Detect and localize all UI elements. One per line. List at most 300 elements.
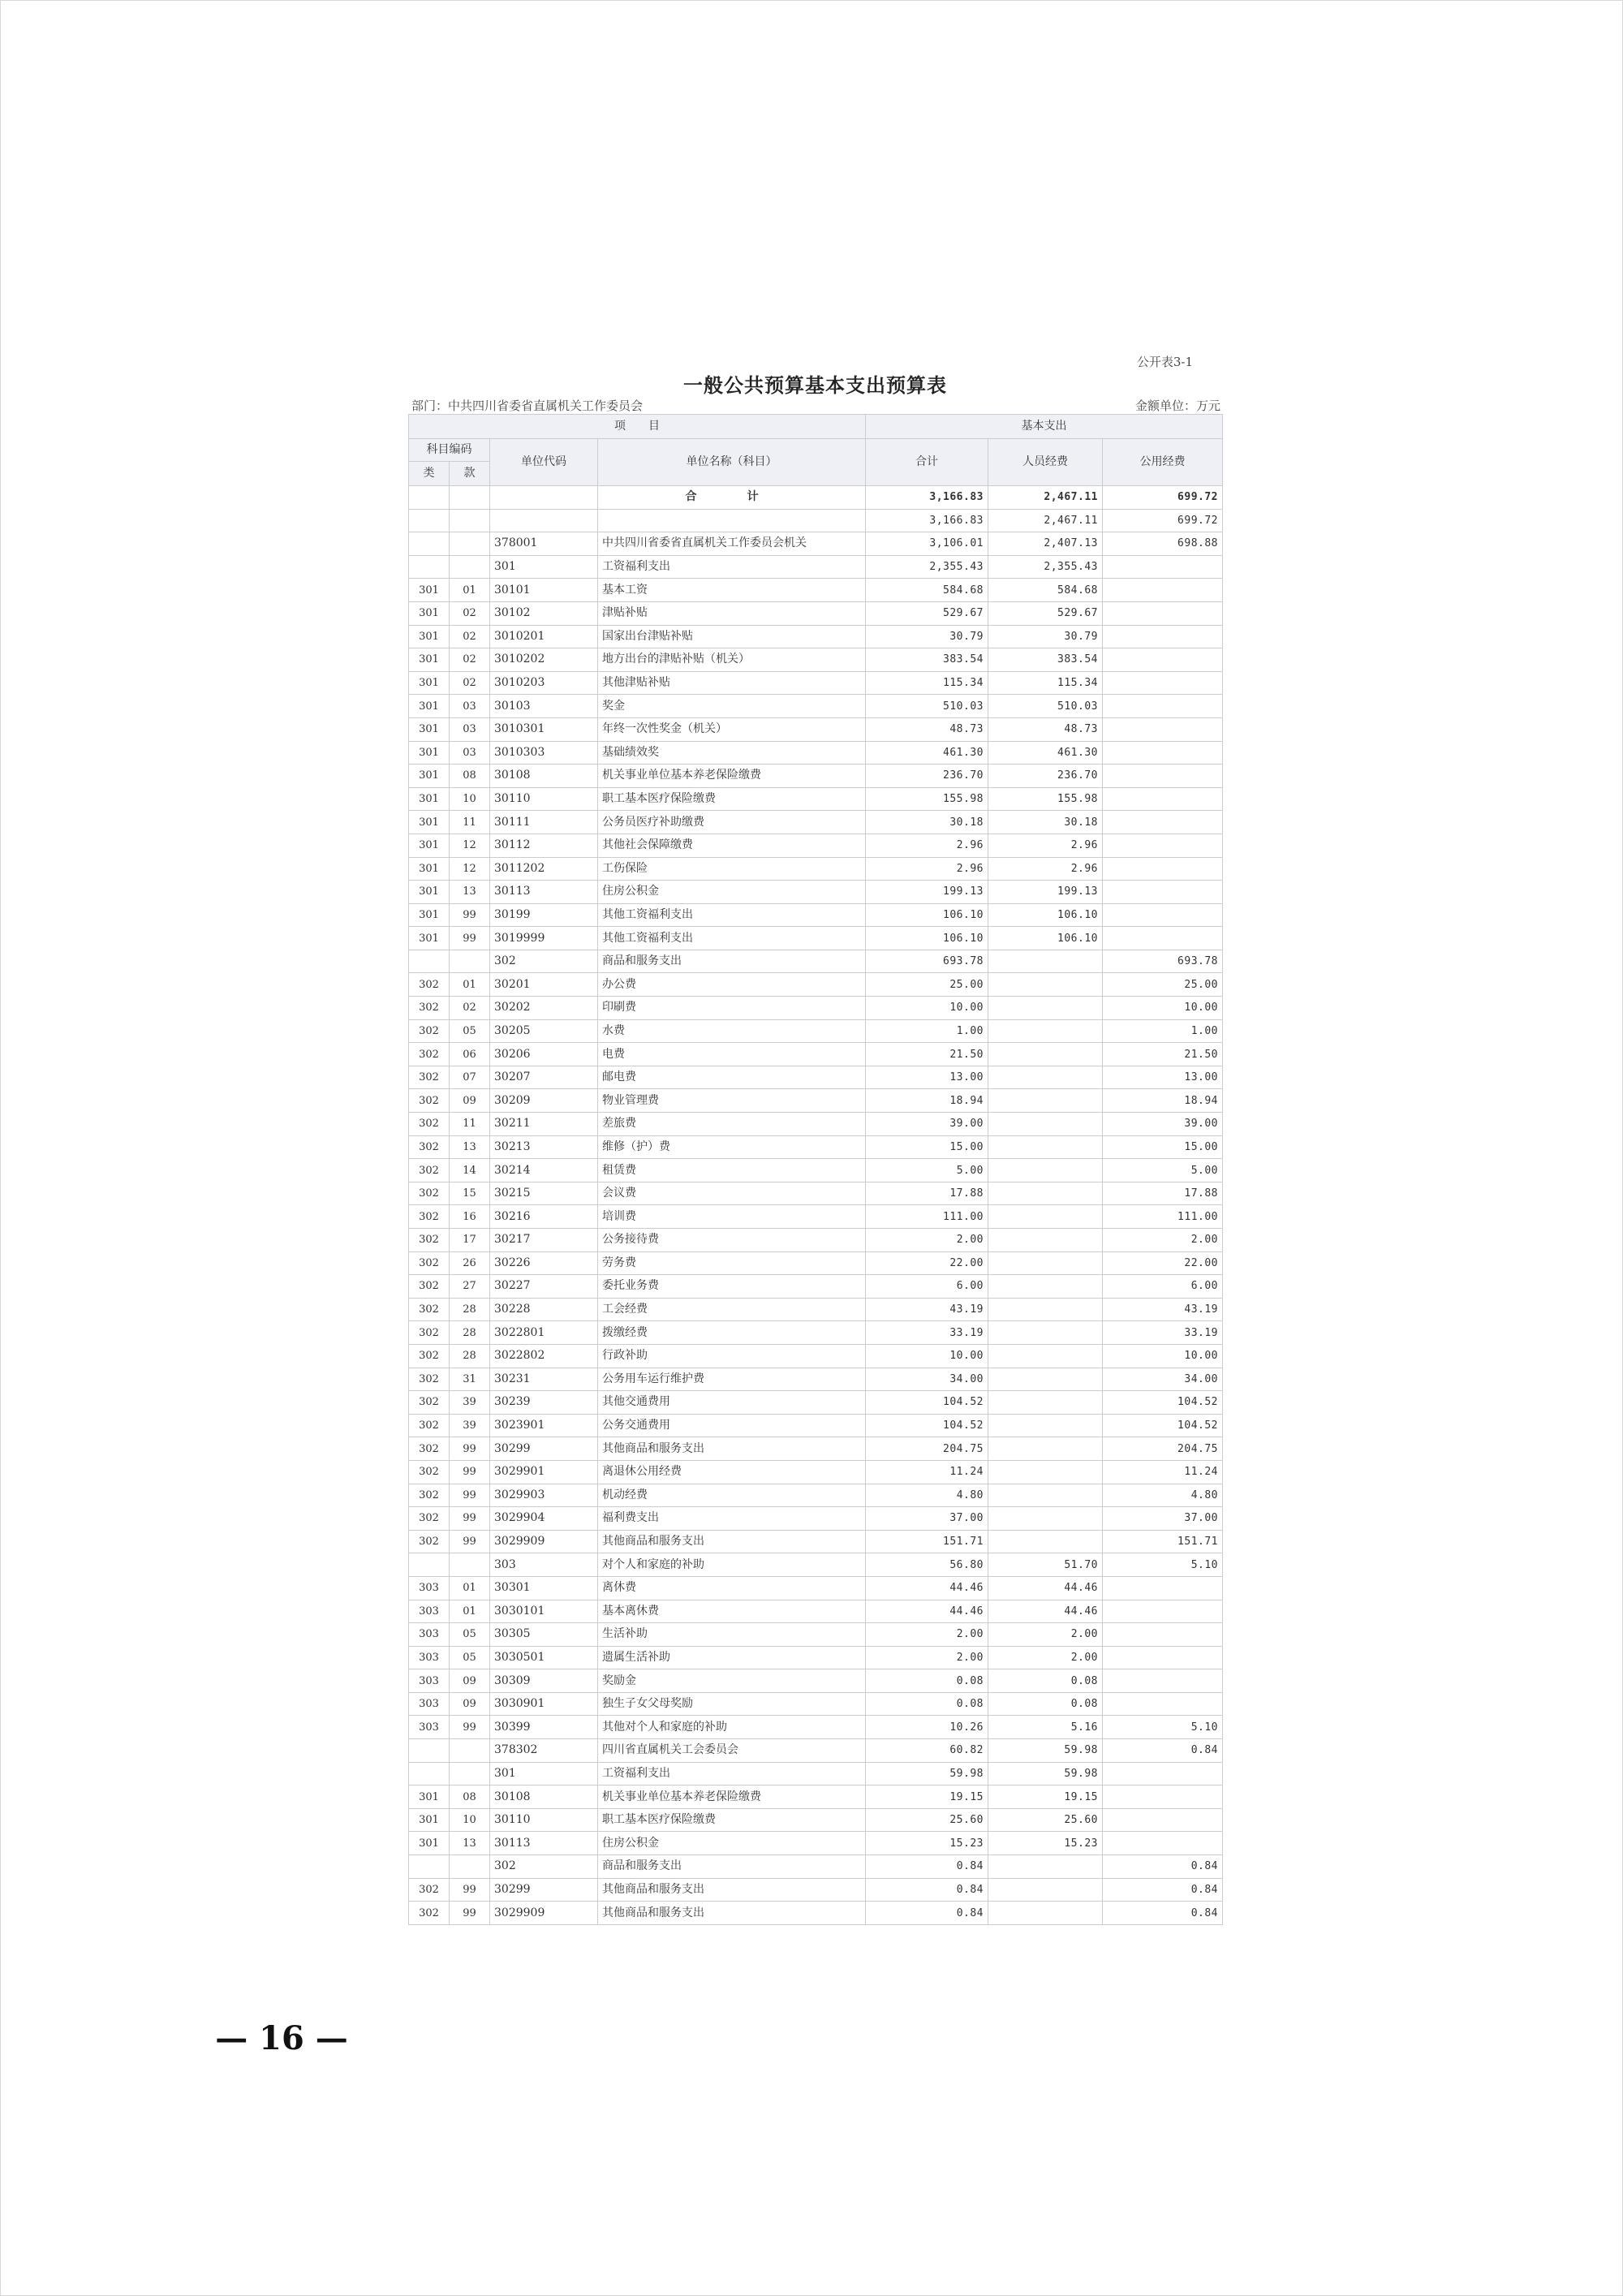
total-cell: 104.52 xyxy=(866,1391,988,1415)
category-cell: 303 xyxy=(409,1692,450,1716)
section-cell: 07 xyxy=(450,1066,490,1089)
unit-name-cell: 拨缴经费 xyxy=(598,1321,866,1345)
personnel-cell xyxy=(988,1344,1103,1368)
category-cell: 303 xyxy=(409,1646,450,1669)
unit-name-cell: 其他津贴补贴 xyxy=(598,671,866,695)
category-cell: 302 xyxy=(409,1902,450,1925)
public-cell: 43.19 xyxy=(1103,1298,1223,1321)
total-cell: 3,166.83 xyxy=(866,486,988,510)
unit-name-cell: 水费 xyxy=(598,1019,866,1043)
unit-name-cell: 委托业务费 xyxy=(598,1275,866,1299)
total-cell: 2.96 xyxy=(866,834,988,857)
unit-name-cell: 行政补助 xyxy=(598,1344,866,1368)
table-row xyxy=(409,1808,1223,1832)
unit-code-cell: 30305 xyxy=(490,1623,598,1647)
public-cell xyxy=(1103,811,1223,834)
unit-code-cell: 30206 xyxy=(490,1043,598,1066)
unit-code-cell xyxy=(490,509,598,532)
total-cell: 106.10 xyxy=(866,903,988,927)
total-cell: 2.96 xyxy=(866,857,988,881)
unit-name-cell: 福利费支出 xyxy=(598,1507,866,1531)
section-cell: 05 xyxy=(450,1646,490,1669)
section-cell: 26 xyxy=(450,1251,490,1275)
unit-code-cell: 3030101 xyxy=(490,1600,598,1623)
category-cell xyxy=(409,532,450,556)
unit-code-cell: 30227 xyxy=(490,1275,598,1299)
section-cell: 13 xyxy=(450,881,490,904)
category-cell: 301 xyxy=(409,1832,450,1855)
total-cell: 43.19 xyxy=(866,1298,988,1321)
category-cell: 302 xyxy=(409,1414,450,1437)
section-cell xyxy=(450,1739,490,1763)
section-cell: 11 xyxy=(450,811,490,834)
section-cell: 02 xyxy=(450,671,490,695)
unit-name-cell: 租赁费 xyxy=(598,1159,866,1182)
unit-code-cell: 301 xyxy=(490,1762,598,1786)
public-cell: 104.52 xyxy=(1103,1414,1223,1437)
total-cell: 3,106.01 xyxy=(866,532,988,556)
total-cell: 48.73 xyxy=(866,717,988,741)
section-cell xyxy=(450,1553,490,1577)
header-public: 公用经费 xyxy=(1103,439,1223,486)
unit-code-cell: 3010301 xyxy=(490,717,598,741)
table-row xyxy=(409,903,1223,927)
personnel-cell xyxy=(988,1019,1103,1043)
unit-name-cell: 公务交通费用 xyxy=(598,1414,866,1437)
category-cell: 302 xyxy=(409,1530,450,1553)
section-cell xyxy=(450,555,490,579)
table-row xyxy=(409,765,1223,788)
table-row xyxy=(409,1576,1223,1600)
personnel-cell: 115.34 xyxy=(988,671,1103,695)
header-subject-code: 科目编码 xyxy=(409,439,490,462)
total-cell: 44.46 xyxy=(866,1600,988,1623)
public-cell: 204.75 xyxy=(1103,1437,1223,1461)
public-cell: 0.84 xyxy=(1103,1855,1223,1879)
unit-code-cell: 378302 xyxy=(490,1739,598,1763)
unit-code-cell: 30101 xyxy=(490,579,598,602)
total-cell: 2.00 xyxy=(866,1646,988,1669)
unit-code-cell: 30113 xyxy=(490,881,598,904)
section-cell: 39 xyxy=(450,1391,490,1415)
section-cell: 11 xyxy=(450,1113,490,1136)
unit-name-cell: 职工基本医疗保险缴费 xyxy=(598,787,866,811)
section-cell: 99 xyxy=(450,1437,490,1461)
total-cell: 1.00 xyxy=(866,1019,988,1043)
table-row xyxy=(409,1692,1223,1716)
table-row xyxy=(409,1762,1223,1786)
unit-name-cell: 其他商品和服务支出 xyxy=(598,1530,866,1553)
unit-name-cell: 其他商品和服务支出 xyxy=(598,1878,866,1902)
personnel-cell: 2,467.11 xyxy=(988,509,1103,532)
public-cell: 699.72 xyxy=(1103,486,1223,510)
section-cell xyxy=(450,1762,490,1786)
section-cell: 99 xyxy=(450,1878,490,1902)
unit-code-cell: 30399 xyxy=(490,1716,598,1739)
unit-name-cell: 其他商品和服务支出 xyxy=(598,1902,866,1925)
unit-name-cell: 对个人和家庭的补助 xyxy=(598,1553,866,1577)
category-cell: 303 xyxy=(409,1716,450,1739)
section-cell: 02 xyxy=(450,997,490,1020)
public-cell: 17.88 xyxy=(1103,1182,1223,1205)
total-cell: 19.15 xyxy=(866,1786,988,1809)
category-cell: 302 xyxy=(409,1182,450,1205)
section-cell xyxy=(450,509,490,532)
section-cell: 13 xyxy=(450,1832,490,1855)
personnel-cell xyxy=(988,1205,1103,1229)
total-cell: 4.80 xyxy=(866,1484,988,1507)
section-cell: 10 xyxy=(450,1808,490,1832)
public-cell xyxy=(1103,1808,1223,1832)
table-row xyxy=(409,1786,1223,1809)
unit-name-cell: 其他工资福利支出 xyxy=(598,903,866,927)
table-row xyxy=(409,695,1223,718)
unit-code-cell: 30199 xyxy=(490,903,598,927)
unit-code-cell: 30202 xyxy=(490,997,598,1020)
personnel-cell: 155.98 xyxy=(988,787,1103,811)
public-cell: 13.00 xyxy=(1103,1066,1223,1089)
unit-name-cell: 公务接待费 xyxy=(598,1229,866,1252)
table-row xyxy=(409,834,1223,857)
table-row xyxy=(409,1182,1223,1205)
personnel-cell xyxy=(988,1902,1103,1925)
category-cell: 301 xyxy=(409,811,450,834)
section-cell: 09 xyxy=(450,1089,490,1113)
total-cell: 0.84 xyxy=(866,1855,988,1879)
category-cell xyxy=(409,1762,450,1786)
section-cell: 99 xyxy=(450,927,490,950)
table-row xyxy=(409,509,1223,532)
section-cell: 28 xyxy=(450,1298,490,1321)
unit-name-cell: 合 计 xyxy=(598,486,866,510)
personnel-cell xyxy=(988,1878,1103,1902)
unit-code-cell: 30217 xyxy=(490,1229,598,1252)
section-cell: 02 xyxy=(450,625,490,648)
unit-code-cell: 3010201 xyxy=(490,625,598,648)
unit-name-cell: 住房公积金 xyxy=(598,881,866,904)
table-row xyxy=(409,811,1223,834)
personnel-cell xyxy=(988,1460,1103,1484)
category-cell: 302 xyxy=(409,1321,450,1345)
total-cell: 6.00 xyxy=(866,1275,988,1299)
section-cell: 99 xyxy=(450,1507,490,1531)
unit-code-cell: 30112 xyxy=(490,834,598,857)
section-cell: 12 xyxy=(450,834,490,857)
public-cell xyxy=(1103,834,1223,857)
section-cell: 08 xyxy=(450,765,490,788)
header-personnel: 人员经费 xyxy=(988,439,1103,486)
public-cell xyxy=(1103,648,1223,672)
table-row xyxy=(409,1368,1223,1391)
section-cell: 12 xyxy=(450,857,490,881)
public-cell xyxy=(1103,671,1223,695)
table-row xyxy=(409,741,1223,765)
total-cell: 22.00 xyxy=(866,1251,988,1275)
public-cell xyxy=(1103,765,1223,788)
public-cell: 11.24 xyxy=(1103,1460,1223,1484)
public-cell: 0.84 xyxy=(1103,1902,1223,1925)
unit-name-cell: 基本工资 xyxy=(598,579,866,602)
unit-name-cell: 印刷费 xyxy=(598,997,866,1020)
public-cell: 25.00 xyxy=(1103,973,1223,997)
personnel-cell xyxy=(988,1275,1103,1299)
personnel-cell: 44.46 xyxy=(988,1600,1103,1623)
total-cell: 461.30 xyxy=(866,741,988,765)
category-cell: 302 xyxy=(409,1437,450,1461)
total-cell: 204.75 xyxy=(866,1437,988,1461)
personnel-cell: 0.08 xyxy=(988,1692,1103,1716)
total-cell: 30.79 xyxy=(866,625,988,648)
category-cell: 301 xyxy=(409,834,450,857)
unit-code-cell: 30201 xyxy=(490,973,598,997)
category-cell xyxy=(409,509,450,532)
category-cell xyxy=(409,1855,450,1879)
table-row xyxy=(409,1298,1223,1321)
public-cell: 5.00 xyxy=(1103,1159,1223,1182)
section-cell: 99 xyxy=(450,1530,490,1553)
public-cell: 34.00 xyxy=(1103,1368,1223,1391)
table-row xyxy=(409,1832,1223,1855)
unit-name-cell: 机动经费 xyxy=(598,1484,866,1507)
category-cell: 301 xyxy=(409,695,450,718)
unit-name-cell: 住房公积金 xyxy=(598,1832,866,1855)
header-project: 项 目 xyxy=(409,415,866,439)
department-label: 部门：中共四川省委省直属机关工作委员会 xyxy=(411,398,644,413)
unit-code-cell: 30102 xyxy=(490,601,598,625)
personnel-cell xyxy=(988,1855,1103,1879)
public-cell: 15.00 xyxy=(1103,1135,1223,1159)
personnel-cell xyxy=(988,1484,1103,1507)
table-row xyxy=(409,973,1223,997)
category-cell xyxy=(409,1553,450,1577)
total-cell: 59.98 xyxy=(866,1762,988,1786)
public-cell xyxy=(1103,1786,1223,1809)
total-cell: 111.00 xyxy=(866,1205,988,1229)
total-cell: 15.23 xyxy=(866,1832,988,1855)
table-row xyxy=(409,1344,1223,1368)
page-number: — 16 — xyxy=(215,2019,348,2057)
unit-name-cell: 维修（护）费 xyxy=(598,1135,866,1159)
unit-name-cell: 培训费 xyxy=(598,1205,866,1229)
table-row xyxy=(409,625,1223,648)
unit-code-cell: 3010202 xyxy=(490,648,598,672)
total-cell: 56.80 xyxy=(866,1553,988,1577)
total-cell: 15.00 xyxy=(866,1135,988,1159)
unit-code-cell: 30226 xyxy=(490,1251,598,1275)
form-code: 公开表3-1 xyxy=(1136,355,1193,369)
section-cell: 02 xyxy=(450,601,490,625)
unit-code-cell: 3029909 xyxy=(490,1530,598,1553)
unit-code-cell: 30110 xyxy=(490,1808,598,1832)
public-cell: 10.00 xyxy=(1103,1344,1223,1368)
table-row xyxy=(409,671,1223,695)
section-cell xyxy=(450,950,490,973)
personnel-cell: 2.00 xyxy=(988,1623,1103,1647)
total-cell: 155.98 xyxy=(866,787,988,811)
category-cell: 303 xyxy=(409,1623,450,1647)
table-row xyxy=(409,1669,1223,1693)
table-row xyxy=(409,1205,1223,1229)
category-cell: 302 xyxy=(409,1484,450,1507)
table-row xyxy=(409,1414,1223,1437)
personnel-cell: 0.08 xyxy=(988,1669,1103,1693)
personnel-cell xyxy=(988,1159,1103,1182)
personnel-cell: 2.00 xyxy=(988,1646,1103,1669)
header-section: 款 xyxy=(450,462,490,486)
unit-code-cell: 30299 xyxy=(490,1878,598,1902)
public-cell xyxy=(1103,601,1223,625)
unit-name-cell: 遗属生活补助 xyxy=(598,1646,866,1669)
personnel-cell: 59.98 xyxy=(988,1762,1103,1786)
unit-code-cell: 378001 xyxy=(490,532,598,556)
total-cell: 18.94 xyxy=(866,1089,988,1113)
public-cell: 21.50 xyxy=(1103,1043,1223,1066)
unit-code-cell: 30205 xyxy=(490,1019,598,1043)
public-cell xyxy=(1103,927,1223,950)
table-row xyxy=(409,1066,1223,1089)
unit-code-cell: 30228 xyxy=(490,1298,598,1321)
table-row xyxy=(409,1530,1223,1553)
table-row xyxy=(409,1159,1223,1182)
unit-code-cell: 30213 xyxy=(490,1135,598,1159)
personnel-cell: 2,407.13 xyxy=(988,532,1103,556)
table-row xyxy=(409,1484,1223,1507)
total-cell: 236.70 xyxy=(866,765,988,788)
category-cell: 301 xyxy=(409,579,450,602)
personnel-cell: 199.13 xyxy=(988,881,1103,904)
unit-code-cell: 30215 xyxy=(490,1182,598,1205)
unit-name-cell: 商品和服务支出 xyxy=(598,950,866,973)
unit-name-cell: 年终一次性奖金（机关） xyxy=(598,717,866,741)
total-cell: 11.24 xyxy=(866,1460,988,1484)
category-cell: 302 xyxy=(409,1391,450,1415)
personnel-cell: 236.70 xyxy=(988,765,1103,788)
unit-code-cell: 3023901 xyxy=(490,1414,598,1437)
unit-code-cell: 30113 xyxy=(490,1832,598,1855)
unit-name-cell: 奖励金 xyxy=(598,1669,866,1693)
table-row xyxy=(409,601,1223,625)
category-cell: 301 xyxy=(409,765,450,788)
table-row xyxy=(409,579,1223,602)
total-cell: 34.00 xyxy=(866,1368,988,1391)
public-cell xyxy=(1103,1669,1223,1693)
table-row xyxy=(409,1739,1223,1763)
unit-code-cell: 3019999 xyxy=(490,927,598,950)
total-cell: 33.19 xyxy=(866,1321,988,1345)
unit-name-cell: 办公费 xyxy=(598,973,866,997)
section-cell: 05 xyxy=(450,1019,490,1043)
total-cell: 115.34 xyxy=(866,671,988,695)
category-cell: 302 xyxy=(409,1368,450,1391)
personnel-cell xyxy=(988,1135,1103,1159)
category-cell: 302 xyxy=(409,1507,450,1531)
unit-code-cell: 3029903 xyxy=(490,1484,598,1507)
section-cell: 03 xyxy=(450,741,490,765)
category-cell: 301 xyxy=(409,881,450,904)
public-cell: 2.00 xyxy=(1103,1229,1223,1252)
personnel-cell xyxy=(988,1368,1103,1391)
total-cell: 25.60 xyxy=(866,1808,988,1832)
section-cell: 03 xyxy=(450,717,490,741)
personnel-cell: 106.10 xyxy=(988,927,1103,950)
category-cell: 301 xyxy=(409,927,450,950)
personnel-cell xyxy=(988,1066,1103,1089)
public-cell xyxy=(1103,1600,1223,1623)
category-cell: 301 xyxy=(409,648,450,672)
category-cell: 303 xyxy=(409,1600,450,1623)
table-row xyxy=(409,532,1223,556)
table-row xyxy=(409,927,1223,950)
table-body xyxy=(409,486,1223,1925)
total-cell: 151.71 xyxy=(866,1530,988,1553)
public-cell xyxy=(1103,1692,1223,1716)
total-cell: 10.26 xyxy=(866,1716,988,1739)
section-cell xyxy=(450,1855,490,1879)
section-cell: 39 xyxy=(450,1414,490,1437)
category-cell: 301 xyxy=(409,671,450,695)
section-cell: 28 xyxy=(450,1321,490,1345)
section-cell: 31 xyxy=(450,1368,490,1391)
category-cell xyxy=(409,555,450,579)
personnel-cell xyxy=(988,1507,1103,1531)
category-cell: 301 xyxy=(409,1808,450,1832)
category-cell: 302 xyxy=(409,1019,450,1043)
unit-name-cell: 物业管理费 xyxy=(598,1089,866,1113)
public-cell: 5.10 xyxy=(1103,1716,1223,1739)
unit-name-cell: 其他交通费用 xyxy=(598,1391,866,1415)
unit-name-cell: 职工基本医疗保险缴费 xyxy=(598,1808,866,1832)
unit-code-cell: 30108 xyxy=(490,1786,598,1809)
personnel-cell: 51.70 xyxy=(988,1553,1103,1577)
total-cell: 17.88 xyxy=(866,1182,988,1205)
personnel-cell: 15.23 xyxy=(988,1832,1103,1855)
section-cell: 28 xyxy=(450,1344,490,1368)
unit-code-cell: 30214 xyxy=(490,1159,598,1182)
table-row xyxy=(409,857,1223,881)
unit-code-cell: 30111 xyxy=(490,811,598,834)
category-cell: 303 xyxy=(409,1576,450,1600)
public-cell: 0.84 xyxy=(1103,1878,1223,1902)
public-cell xyxy=(1103,1623,1223,1647)
personnel-cell xyxy=(988,1437,1103,1461)
table-row xyxy=(409,881,1223,904)
public-cell xyxy=(1103,695,1223,718)
unit-name-cell: 离休费 xyxy=(598,1576,866,1600)
unit-name-cell: 劳务费 xyxy=(598,1251,866,1275)
personnel-cell: 106.10 xyxy=(988,903,1103,927)
total-cell: 25.00 xyxy=(866,973,988,997)
unit-name-cell: 四川省直属机关工会委员会 xyxy=(598,1739,866,1763)
personnel-cell xyxy=(988,1229,1103,1252)
table-row xyxy=(409,1321,1223,1345)
category-cell: 302 xyxy=(409,1066,450,1089)
section-cell: 15 xyxy=(450,1182,490,1205)
personnel-cell xyxy=(988,1182,1103,1205)
personnel-cell: 25.60 xyxy=(988,1808,1103,1832)
public-cell xyxy=(1103,579,1223,602)
personnel-cell xyxy=(988,1113,1103,1136)
unit-name-cell: 离退休公用经费 xyxy=(598,1460,866,1484)
personnel-cell: 5.16 xyxy=(988,1716,1103,1739)
table-row xyxy=(409,1600,1223,1623)
category-cell: 302 xyxy=(409,1878,450,1902)
category-cell: 301 xyxy=(409,741,450,765)
header-total: 合计 xyxy=(866,439,988,486)
public-cell: 6.00 xyxy=(1103,1275,1223,1299)
table-row xyxy=(409,1507,1223,1531)
personnel-cell: 2.96 xyxy=(988,857,1103,881)
section-cell: 08 xyxy=(450,1786,490,1809)
